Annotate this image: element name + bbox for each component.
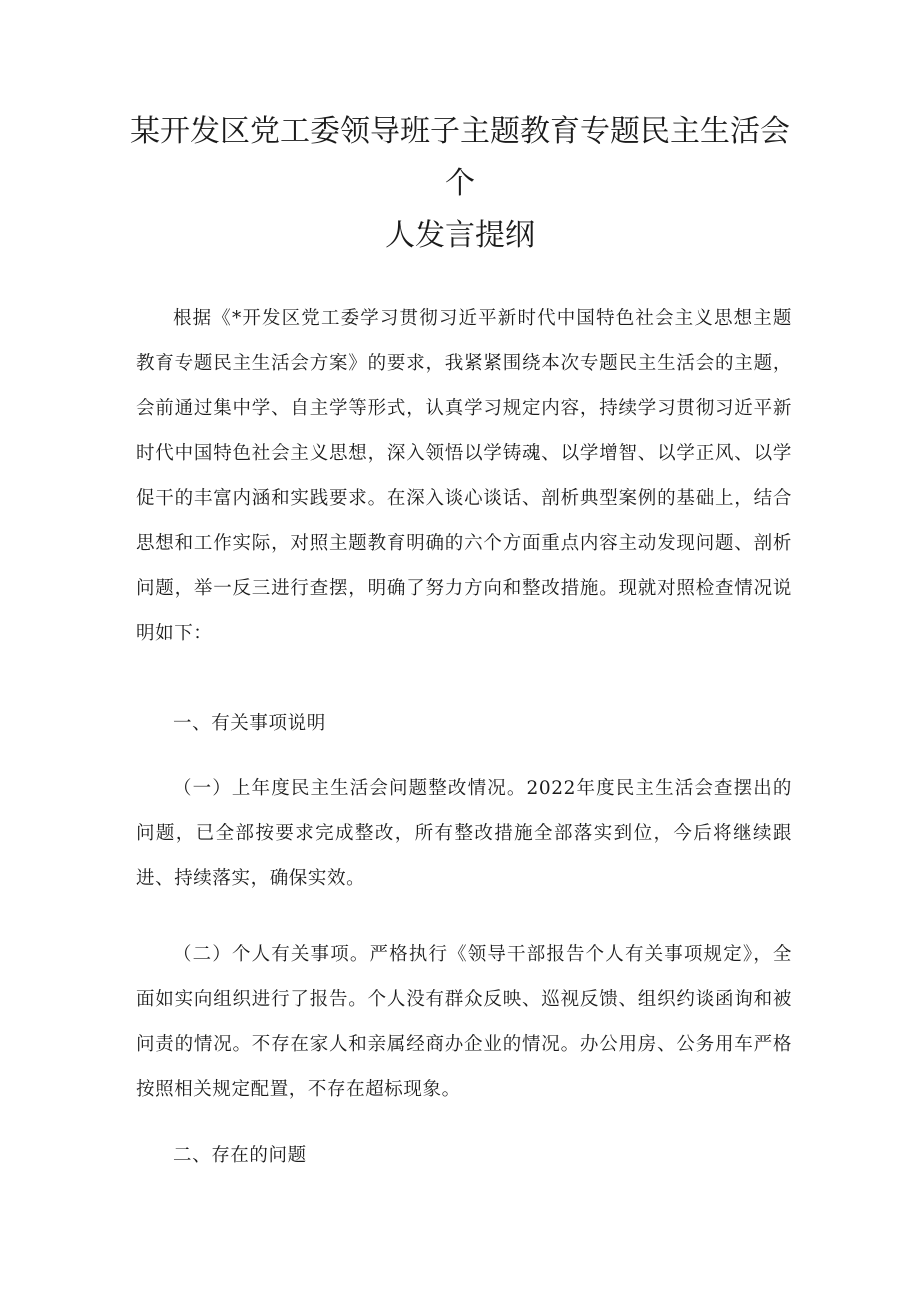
section-heading-2: 二、存在的问题 bbox=[173, 1145, 307, 1166]
item-2-paragraph: （二）个人有关事项。严格执行《领导干部报告个人有关事项规定》，全面如实向组织进行了报告。个人没有群众反映、巡视反馈、组织约谈函询和被问责的情况。不存在家人和亲属经商办企业的情况。办公用房、公务用车严格按照相关规定配置，不存在超标现象。 bbox=[136, 944, 792, 1100]
section-heading-1: 一、有关事项说明 bbox=[173, 713, 326, 734]
document-title bbox=[120, 106, 800, 262]
item-1-paragraph: （一）上年度民主生活会问题整改情况。2022年度民主生活会查摆出的问题，已全部按要求完成整改，所有整改措施全部落实到位，今后将继续跟进、持续落实，确保实效。 bbox=[136, 778, 792, 889]
title-line-2: 人发言提纲 bbox=[385, 218, 535, 253]
intro-paragraph: 根据《*开发区党工委学习贯彻习近平新时代中国特色社会主义思想主题教育专题民主生活会方案》的要求，我紧紧围绕本次专题民主生活会的主题，会前通过集中学、自主学等形式，认真学习规定内容，持续学习贯彻习近平新时代中国特色社会主义思想，深入领悟以学铸魂、以学增智、以学正风、以学促干的丰富内涵和实践要求。在深入谈心谈话、剖析典型案例的基础上，结合思想和工作实际，对照主题教育明确的六个方面重点内容主动发现问题、剖析问题，举一反三进行查摆，明确了努力方向和整改措施。现就对照检查情况说明如下： bbox=[136, 308, 792, 644]
title-line-1: 某开发区党工委领导班子主题教育专题民主生活会个 bbox=[130, 114, 790, 201]
